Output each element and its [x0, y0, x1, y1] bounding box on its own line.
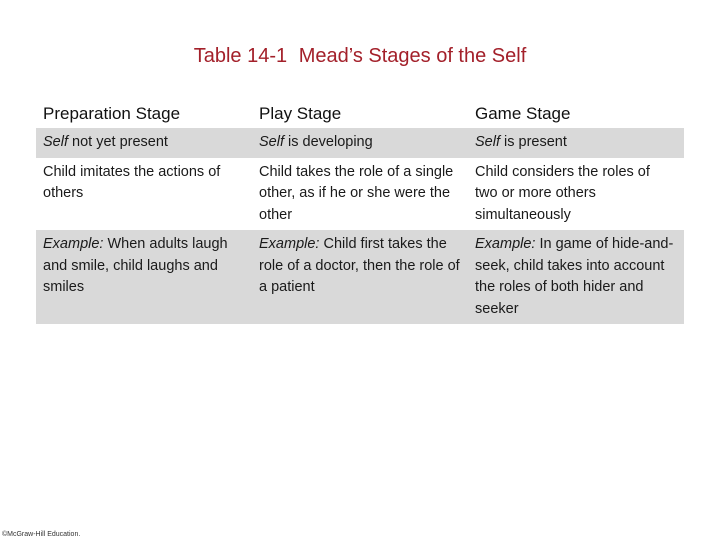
cell-text: Child imitates the actions of others — [43, 163, 221, 201]
stages-table — [36, 98, 684, 324]
table-row-description — [36, 158, 684, 231]
cell-text: is present — [500, 134, 567, 150]
cell-emphasis: Self — [475, 134, 500, 150]
copyright-notice: ©McGraw-Hill Education. — [2, 531, 81, 538]
cell-preparation-self — [36, 128, 252, 158]
cell-text: Child first takes the role of a doctor, then the role of a patient — [259, 236, 460, 295]
cell-preparation-example — [36, 230, 252, 324]
cell-emphasis: Example: — [43, 236, 104, 252]
cell-emphasis: Example: — [259, 236, 320, 252]
cell-game-self — [468, 128, 684, 158]
cell-text: Child takes the role of a single other, as if he or she were the other — [259, 163, 454, 223]
cell-play-self — [252, 128, 468, 158]
cell-emphasis: Example: — [475, 236, 536, 252]
cell-preparation-description — [36, 158, 252, 231]
table-row-example — [36, 230, 684, 324]
header-play-stage: Play Stage — [252, 98, 468, 128]
cell-text: Child considers the roles of two or more others simultaneously — [475, 163, 650, 223]
cell-play-example — [252, 230, 468, 324]
table-number: Table 14-1 — [193, 45, 288, 67]
cell-game-example — [468, 230, 684, 324]
cell-text: When adults laugh and smile, child laughs and smiles — [43, 236, 228, 295]
table-title-text: Mead’s Stages of the Self — [298, 45, 527, 67]
header-game-stage: Game Stage — [468, 98, 684, 128]
cell-text: is developing — [284, 134, 373, 150]
cell-play-description — [252, 158, 468, 231]
cell-emphasis: Self — [43, 134, 68, 150]
slide-title — [0, 44, 720, 68]
cell-game-description — [468, 158, 684, 231]
table-row-self — [36, 128, 684, 158]
table-header-row — [36, 98, 684, 128]
cell-text: In game of hide-and-seek, child takes into account the roles of both hider and seeker — [475, 236, 674, 317]
cell-text: not yet present — [68, 134, 168, 150]
cell-emphasis: Self — [259, 134, 284, 150]
header-preparation-stage: Preparation Stage — [36, 98, 252, 128]
